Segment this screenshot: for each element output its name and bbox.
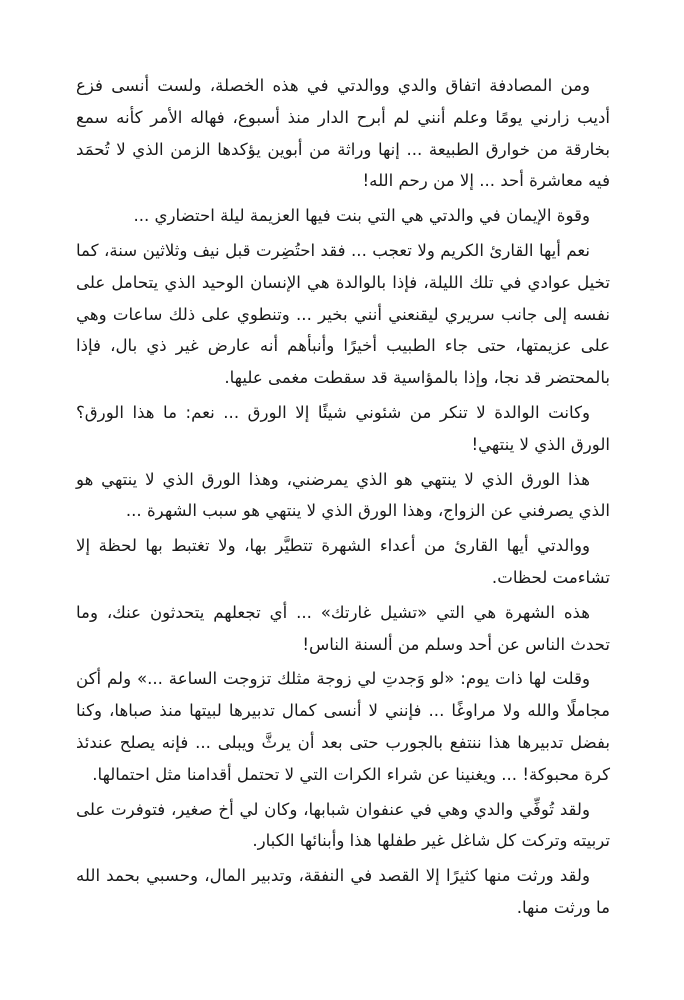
paragraph-10: ولقد ورثت منها كثيرًا إلا القصد في النفقة، وتدبير المال، وحسبي بحمد الله ما ورثت منها.	[76, 866, 610, 917]
document-page	[76, 70, 610, 927]
paragraph-6: ووالدتي أيها القارئ من أعداء الشهرة تتطيَّر بها، ولا تغتبط بها لحظة إلا تشاءمت لحظات.	[76, 536, 610, 587]
paragraph-4: وكانت الوالدة لا تنكر من شئوني شيئًا إلا الورق ... نعم: ما هذا الورق؟ الورق الذي لا ينتهي!	[76, 402, 610, 454]
paragraph-1: ومن المصادفة اتفاق والدي ووالدتي في هذه الخصلة، ولست أنسى فزع أديب زارني يومًا وعلم أنني لم أبرح الدار منذ أسبوع، فهاله الأمر كأنه سمع بخارقة من خوارق الطبيعة ... إنها وراثة من أبوين يؤكدها الزمن الذي لا تُحمَد فيه معاشرة أحد ... إلا من رحم الله!	[76, 76, 610, 191]
paragraph-2: وقوة الإيمان في والدتي هي التي بنت فيها العزيمة ليلة احتضاري ...	[133, 206, 590, 226]
paragraph-9: ولقد تُوفِّي والدي وهي في عنفوان شبابها، وكان لي أخ صغير، فتوفرت على تربيته وتركت كل شاغل غير طفلها هذا وأبنائها الكبار.	[76, 799, 610, 851]
paragraph-8: وقلت لها ذات يوم: «لو وَجدتِ لي زوجة مثلك تزوجت الساعة ...» ولم أكن مجاملًا والله ولا مراوغًا ... فإنني لا أنسى كمال تدبيرها لبيتها منذ صباها، وكنا بفضل تدبيرها هذا ننتفع بالجورب حتى بعد أن يرثَّ ويبلى ... فإنه يصلح عندئذ كرة محبوكة! ... ويغنينا عن شراء الكرات التي لا تحتمل أقدامنا مثل احتمالها.	[76, 669, 610, 784]
paragraph-3: نعم أيها القارئ الكريم ولا تعجب ... فقد احتُضِرت قبل نيف وثلاثين سنة، كما تخيل عوادي في تلك الليلة، فإذا بالوالدة هي الإنسان الوحيد الذي يتحامل على نفسه إلى جانب سريري ليقنعني أنني بخير ... وتنطوي على ذلك ساعات وهي على عزيمتها، حتى جاء الطبيب أخيرًا وأنبأهم أنه عارض غير ذي بال، فإذا بالمحتضر قد نجا، وإذا بالمؤاسية قد سقطت مغمى عليها.	[76, 240, 610, 388]
paragraph-5: هذا الورق الذي لا ينتهي هو الذي يمرضني، وهذا الورق الذي لا ينتهي هو الذي يصرفني عن الزواج، وهذا الورق الذي لا ينتهي هو سبب الشهرة ...	[76, 469, 610, 521]
paragraph-7: هذه الشهرة هي التي «تشيل غارتك» ... أي تجعلهم يتحدثون عنك، وما تحدث الناس عن أحد وسلم من ألسنة الناس!	[76, 602, 610, 654]
